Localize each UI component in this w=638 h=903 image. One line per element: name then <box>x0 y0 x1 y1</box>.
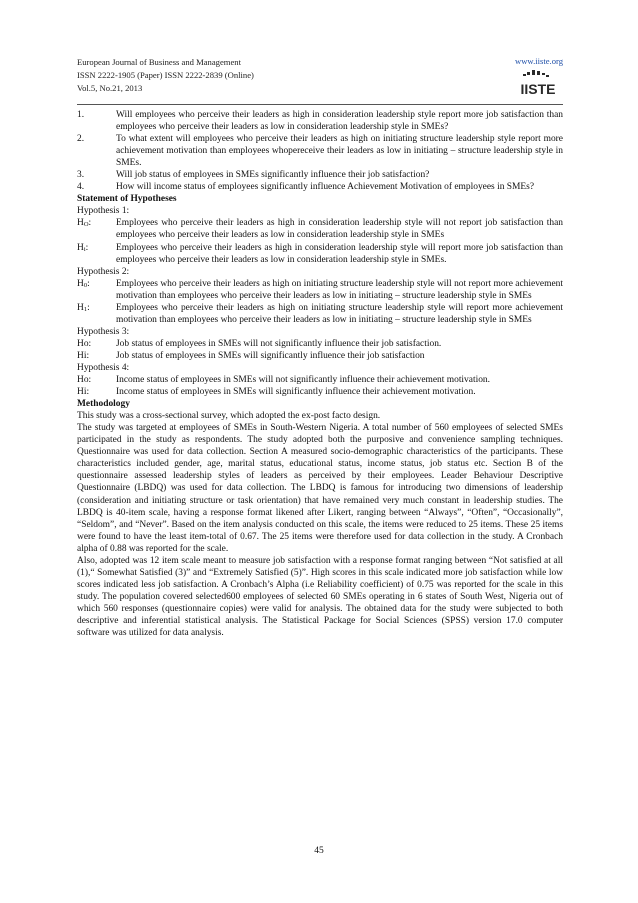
methodology-paragraph: This study was a cross-sectional survey, which adopted the ex-post facto design. <box>77 411 381 422</box>
methodology-heading: Methodology <box>77 399 130 410</box>
hypothesis-label: $H_i$: <box>77 242 89 253</box>
journal-url-link[interactable]: www.iiste.org <box>515 56 563 66</box>
journal-name: European Journal of Business and Management <box>77 57 241 67</box>
hypothesis-text: Employees who perceive their leaders as high in consideration leadership style will not report job satisfaction than employees who perceive their leaders as low in consideration leadership style in SMEs <box>116 218 563 241</box>
question-number: 1. <box>77 110 85 120</box>
page-body <box>77 109 563 639</box>
question-item <box>77 169 563 181</box>
iiste-logo-icon <box>513 70 563 104</box>
hypothesis-text: Employees who perceive their leaders as high on initiating structure leadership style will not report more achievement motivation than employees who perceive their leaders as low in initiating – structure leadership style in SMEs <box>116 278 563 301</box>
hypothesis-3 <box>77 326 563 362</box>
hypothesis-text: Employees who perceive their leaders as high on initiating structure leadership style will report more achievement motivation than employees who perceive their leaders as low in initiating – structure leadership style in SMEs <box>116 302 563 325</box>
hypothesis-text: Job status of employees in SMEs will significantly influence their job satisfaction <box>116 350 425 361</box>
hypothesis-item <box>77 242 563 266</box>
question-number: 4. <box>77 182 85 193</box>
hypothesis-text: Employees who perceive their leaders as high in consideration leadership style will report more job satisfaction than employees who perceive their leaders as low in consideration leadership style in SMEs. <box>116 242 563 265</box>
question-text: Will employees who perceive their leaders as high in consideration leadership style report more job satisfaction than employees who perceive their leaders as low in consideration leadership style in SMEs? <box>116 110 563 133</box>
hypothesis-label: Hi: <box>77 350 90 361</box>
question-text: To what extent will employees who perceive their leaders as high on initiating structure leadership style report more achievement motivation than employees whopereceive their leaders as low in initiating – structure leadership style in SMEs. <box>116 134 563 169</box>
question-item <box>77 109 563 133</box>
question-number: 2. <box>77 134 85 145</box>
page-number: 45 <box>314 846 324 856</box>
hypothesis-2 <box>77 266 563 326</box>
hypothesis-label: Ho: <box>77 375 92 386</box>
volume-line: Vol.5, No.21, 2013 <box>77 83 143 93</box>
hypothesis-item <box>77 338 563 350</box>
question-number: 3. <box>77 170 85 181</box>
hypotheses-heading: Statement of Hypotheses <box>77 194 177 205</box>
hypothesis-title: Hypothesis 2: <box>77 266 130 277</box>
hypothesis-1 <box>77 205 563 265</box>
hypothesis-item <box>77 350 563 362</box>
hypothesis-label: Hi: <box>77 387 90 398</box>
question-item <box>77 181 563 193</box>
logo-text: IISTE <box>520 81 556 97</box>
question-text: How will income status of employees significantly influence Achievement Motivation of employees in SMEs? <box>116 182 535 193</box>
page-header <box>77 56 563 106</box>
header-rule <box>77 104 563 105</box>
hypothesis-label: $H_1$: <box>77 302 90 313</box>
methodology-paragraph: Also, adopted was 12 item scale meant to measure job satisfaction with a response format ranging between “Not satisfied at all (1),“ Somewhat Satisfied (3)” and “Extremely Satisfied (5)”. High scores in this scale indicated more job satisfaction while low scores indicated less job satisfaction. A Cronbach’s Alpha (i.e Reliability coefficient) of 0.75 was reported for the scale in this study. The population covered selected600 employees of selected 60 SMEs operating in 6 states of South West, Nigeria out of which 560 responses (questionnaire copies) were valid for analysis. The obtained data for the study were subjected to both descriptive and inferential statistical analysis. The Statistical Package for Social Sciences (SPSS) version 17.0 computer software was utilized for data analysis. <box>77 555 563 639</box>
hypothesis-text: Job status of employees in SMEs will not significantly influence their job satisfaction. <box>116 338 442 349</box>
hypothesis-title: Hypothesis 4: <box>77 362 130 373</box>
hypothesis-item <box>77 374 563 386</box>
question-text: Will job status of employees in SMEs significantly influence their job satisfaction? <box>116 170 430 181</box>
hypothesis-text: Income status of employees in SMEs will significantly influence their achievement motivation. <box>116 387 476 398</box>
hypothesis-item <box>77 217 563 241</box>
research-questions <box>77 109 563 193</box>
methodology-paragraph: The study was targeted at employees of SMEs in South-Western Nigeria. A total number of 560 employees of selected SMEs participated in the study as respondents. The study adopted both the purposive and convenience sampling techniques. Questionnaire was used for data collection. Section A measured socio-demographic characteristics of the participants. These characteristics included gender, age, marital status, educational status, income status, job status etc. Section B of the questionnaire assessed leadership styles of leaders as perceived by their employees. Leader Behaviour Descriptive Questionnaire (LBDQ) was used for data collection. The LBDQ is famous for introducing two dimensions of leadership (consideration and initiating structure or task orientation) that have remained very much constant in leadership studies. The LBDQ is 40-item scale, having a response format likened after Likert, ranging between “Always”, “Often”, “Occasionally”, “Seldom”, and “Never”. Based on the item analysis conducted on this scale, the items were reduced to 25 items. These 25 items were found to have the least item-total of 0.67. The 25 items were therefore used for data collection in the study. A Cronbach alpha of 0.88 was reported for the scale. <box>77 423 563 554</box>
hypothesis-item <box>77 278 563 302</box>
hypothesis-4 <box>77 362 563 398</box>
hypothesis-text: Income status of employees in SMEs will not significantly influence their achievement motivation. <box>116 375 491 386</box>
hypothesis-label: $H_0$: <box>77 278 90 289</box>
hypothesis-label: Ho: <box>77 338 92 349</box>
issn-line: ISSN 2222-1905 (Paper) ISSN 2222-2839 (Online) <box>77 70 254 80</box>
hypothesis-label: $H_O$: <box>77 218 92 229</box>
hypothesis-item <box>77 386 563 398</box>
hypothesis-item <box>77 302 563 326</box>
hypothesis-title: Hypothesis 1: <box>77 206 130 217</box>
question-item <box>77 133 563 169</box>
hypothesis-title: Hypothesis 3: <box>77 326 130 337</box>
